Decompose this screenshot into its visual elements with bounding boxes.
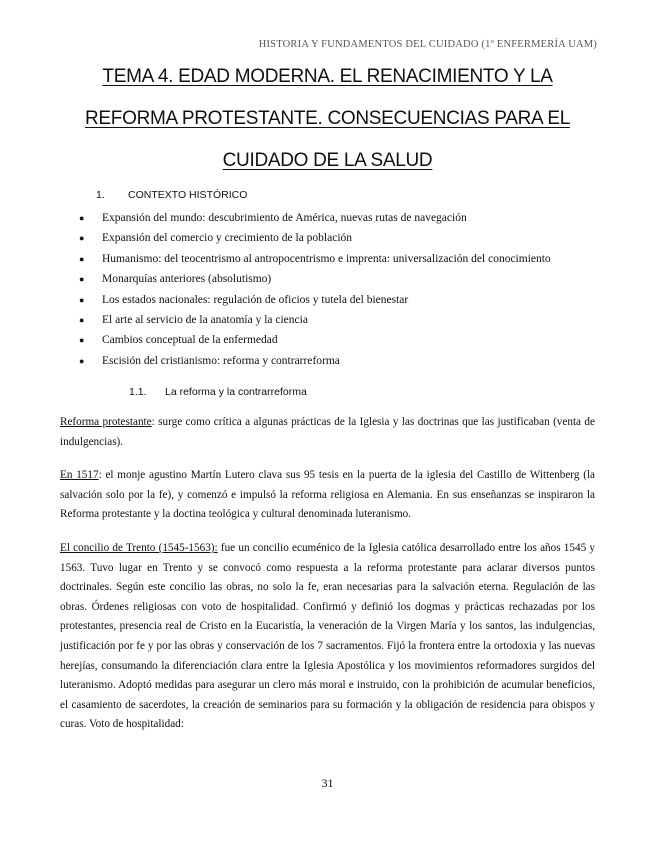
bullet-icon: ●: [79, 274, 85, 285]
bullet-icon: ●: [79, 314, 85, 325]
bullet-list: [76, 208, 551, 371]
section-number: 1.: [96, 189, 105, 201]
bullet-icon: ●: [79, 294, 85, 305]
page-number: 31: [321, 776, 334, 790]
title-line-2: REFORMA PROTESTANTE. CONSECUENCIAS PARA EL: [84, 108, 570, 129]
paragraph-label: Reforma protestante: [60, 416, 152, 428]
list-item-text: Cambios conceptual de la enfermedad: [102, 334, 278, 347]
bullet-icon: ●: [79, 253, 85, 264]
paragraph-label: El concilio de Trento (1545-1563):: [60, 542, 218, 554]
list-item-text: Monarquías anteriores (absolutismo): [102, 273, 272, 286]
bullet-icon: ●: [79, 233, 85, 244]
paragraph-1517: [60, 466, 595, 525]
list-item-text: Expansión del comercio y crecimiento de la población: [102, 232, 353, 245]
bullet-icon: ●: [79, 335, 85, 346]
bullet-icon: ●: [79, 213, 85, 223]
list-item: [76, 208, 551, 228]
bullet-icon: ●: [79, 355, 85, 366]
list-item: [76, 290, 551, 310]
list-item: [76, 351, 551, 371]
subsection-title: La reforma y la contrarreforma: [165, 386, 307, 398]
section-title: CONTEXTO HISTÓRICO: [128, 189, 248, 201]
subsection-heading: [129, 386, 307, 398]
list-item: [76, 330, 551, 350]
title-line-1: TEMA 4. EDAD MODERNA. EL RENACIMIENTO Y LA: [102, 66, 553, 87]
list-item: [76, 249, 551, 269]
running-header: HISTORIA Y FUNDAMENTOS DEL CUIDADO (1º ENFERMERÍA UAM): [258, 39, 597, 50]
section-heading: [96, 189, 247, 201]
list-item-text: Humanismo: del teocentrismo al antropocentrismo e imprenta: universalización del conocimiento: [102, 252, 551, 265]
list-item: [76, 228, 551, 248]
list-item-text: Expansión del mundo: descubrimiento de América, nuevas rutas de navegación: [102, 212, 467, 224]
paragraph-text: fue un concilio ecuménico de la Iglesia católica desarrollado entre los años 1545 y 1563. Tuvo lugar en Trento y se convocó como respuesta a la reforma protestante para aclarar diversos puntos doctrinales. Según este concilio las obras, no solo la fe, eran necesarias para la salvación eterna. Regulación de las obras. Órdenes religiosas con voto de hospitalidad. Confirmó y definió los dogmas y prácticas rechazadas por los protestantes, presencia real de Cristo en la Eucaristía, la veneración de la Virgen María y los santos, las indulgencias, justificación por fe y por las obras y conservación de los 7 sacramentos. Fijó la frontera entre la ortodoxia y las nuevas herejías, consumando la diferenciación clara entre la Iglesia Apostólica y los movimientos reformadores surgidos del luteranismo. Adoptó medidas para asegurar un clero más moral e instruido, con la prohibición de acumular beneficios, el casamiento de sacerdotes, la creación de seminarios para su formación y la obligación de residencia para obispos y curas. Voto de hospitalidad:: [60, 542, 595, 731]
paragraph-text: : el monje agustino Martín Lutero clava sus 95 tesis en la puerta de la iglesia del Castillo de Wittenberg (la salvación solo por la fe), y comenzó e impulsó la reforma religiosa en Alemania. En sus enseñanzas se inspiraron la Reforma protestante y la doctina teológica y cultural denominada luteranismo.: [60, 469, 595, 521]
subsection-number: 1.1.: [129, 386, 147, 398]
paragraph-text: : surge como crítica a algunas prácticas de la Iglesia y las doctrinas que las justificaban (venta de indulgencias).: [60, 416, 595, 448]
title-line-3: CUIDADO DE LA SALUD: [222, 150, 433, 171]
list-item: [76, 310, 551, 330]
paragraph-trento: [60, 539, 595, 735]
paragraph-reforma: [60, 413, 595, 452]
list-item-text: El arte al servicio de la anatomía y la ciencia: [102, 313, 308, 326]
list-item-text: Los estados nacionales: regulación de oficios y tutela del bienestar: [102, 293, 409, 306]
list-item: [76, 269, 551, 289]
list-item-text: Escisión del cristianismo: reforma y contrarreforma: [102, 354, 340, 367]
document-title: [60, 56, 595, 182]
paragraph-label: En 1517: [60, 469, 99, 481]
